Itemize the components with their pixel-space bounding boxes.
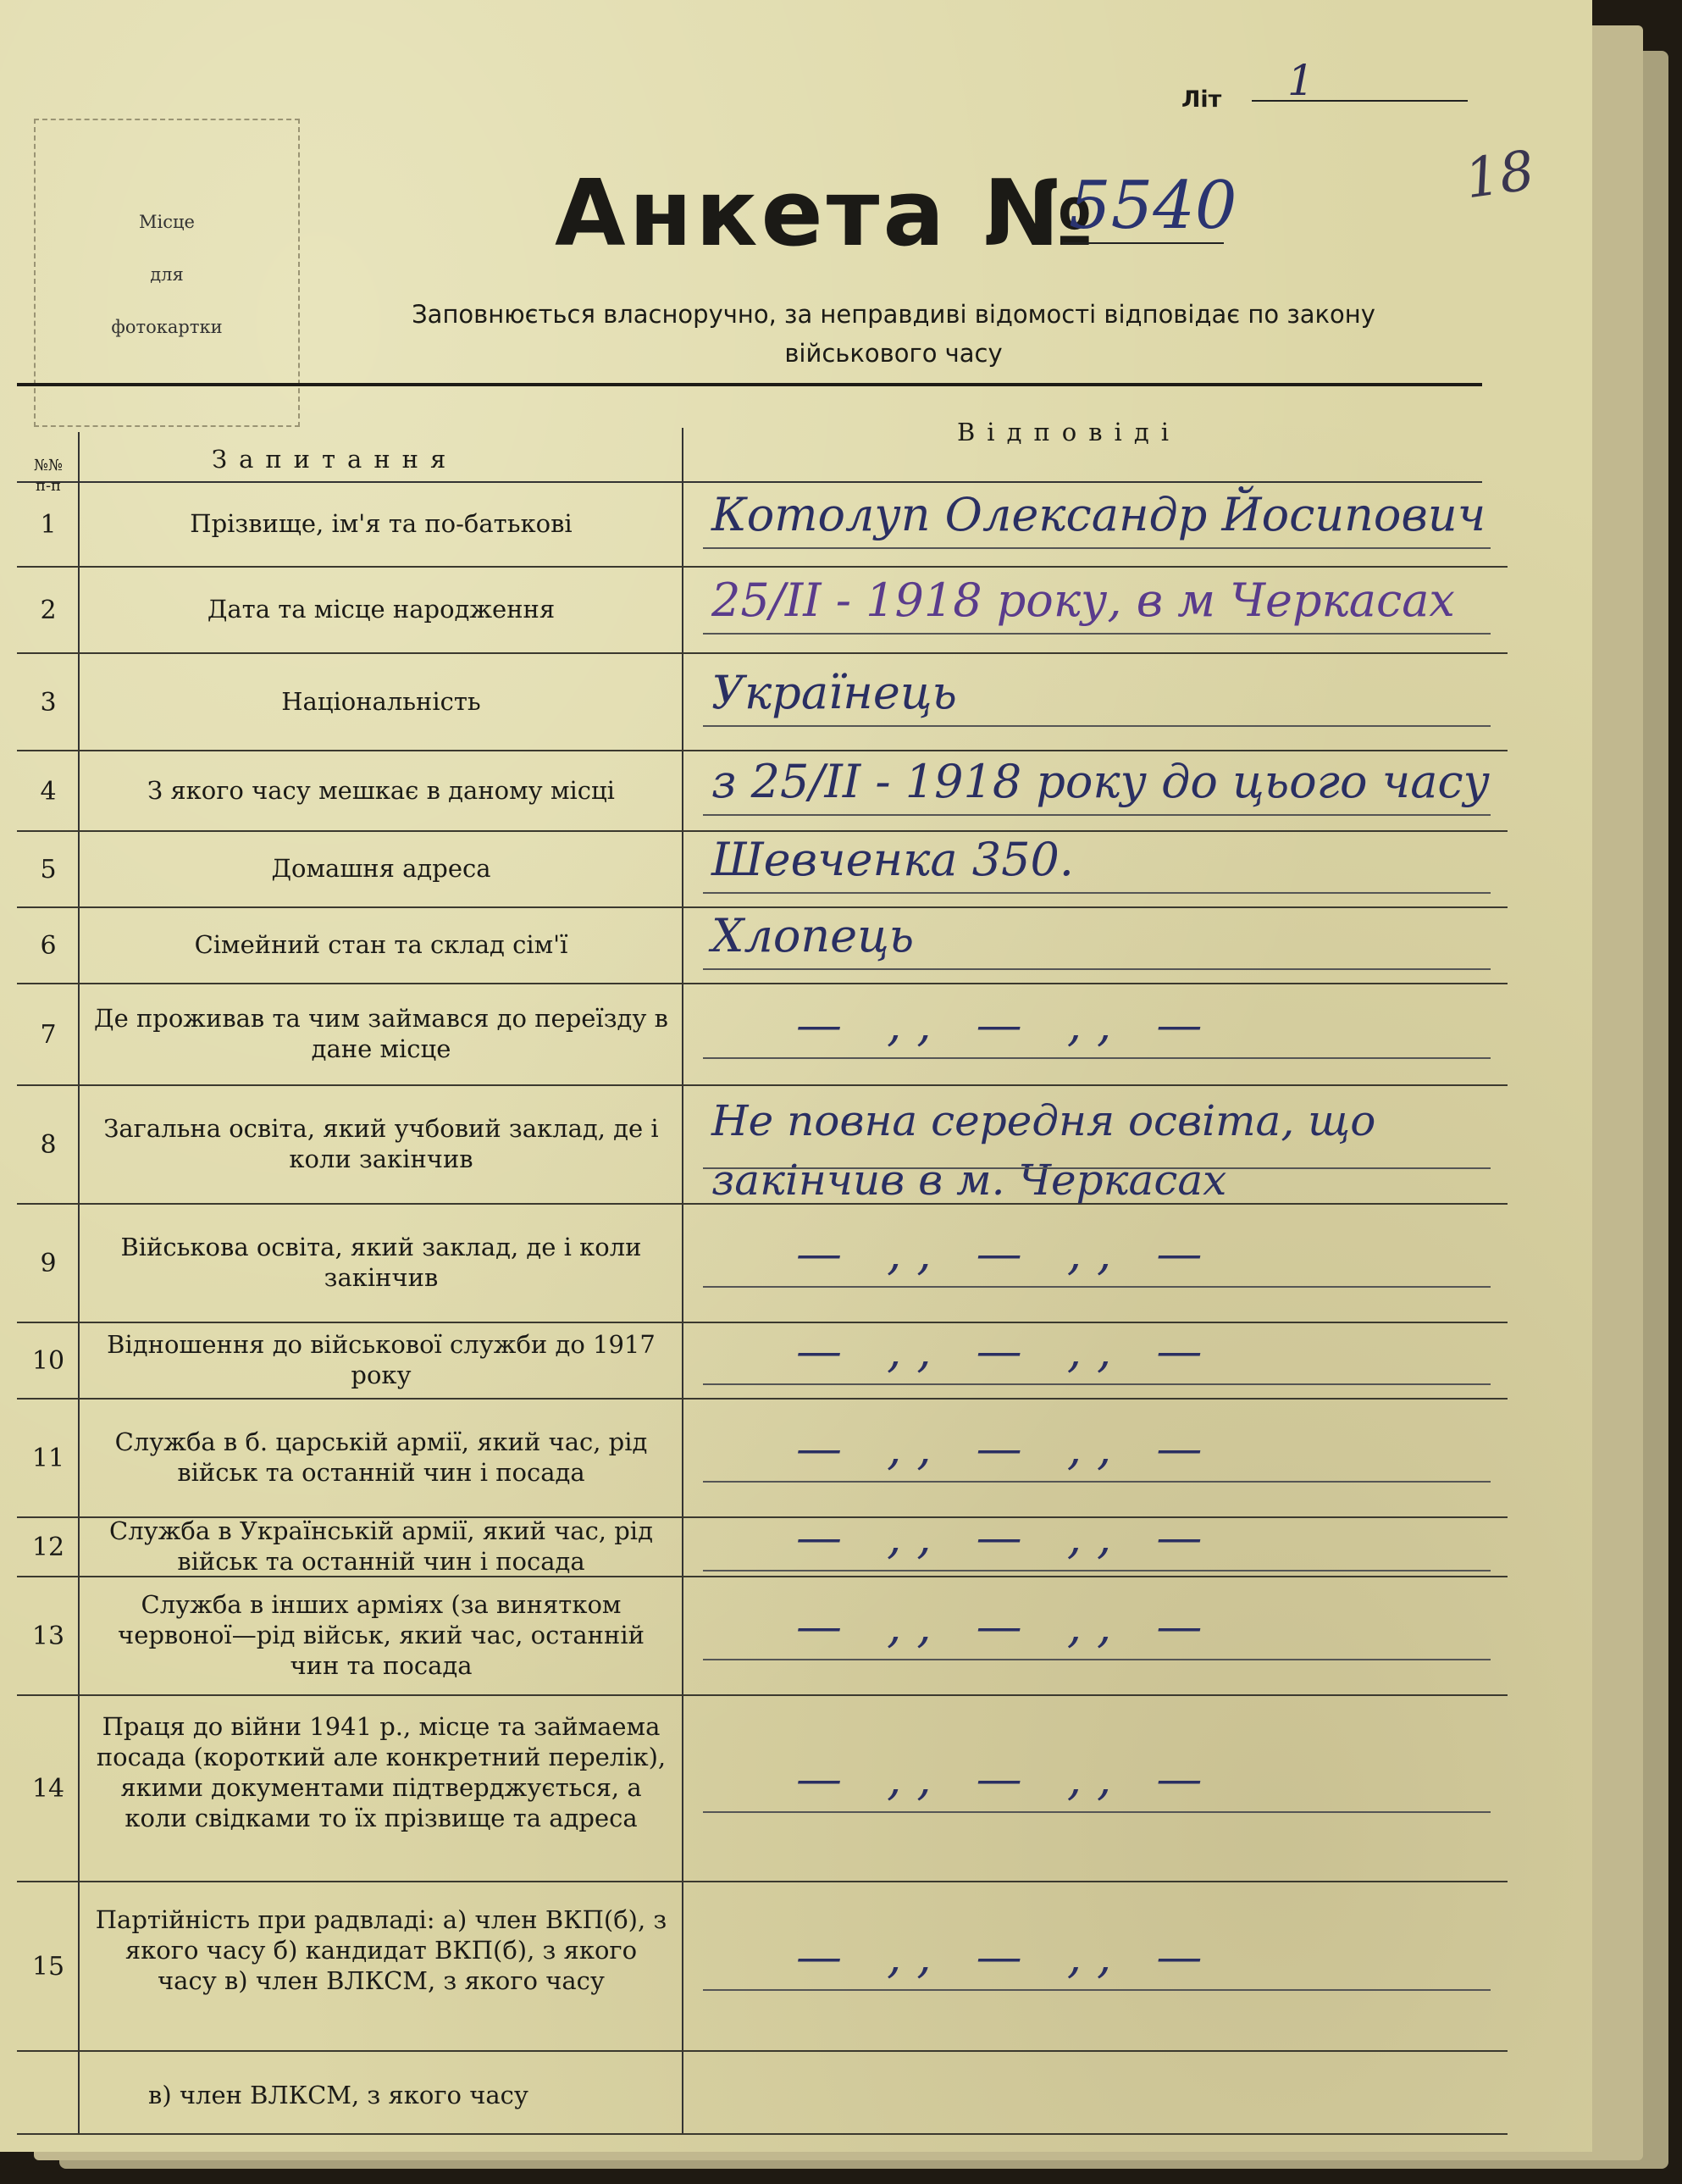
column-header-number: №№ п-п [33, 457, 64, 495]
answer-line [703, 1811, 1491, 1813]
row-question: Загальна освіта, який учбовий заклад, де і коли закінчив [103, 1114, 659, 1173]
photo-placeholder [34, 119, 300, 427]
column-header-answers: Відповіді [957, 418, 1181, 446]
row-question: Відношення до військової служби до 1917 року [107, 1330, 656, 1389]
column-header-questions: Запитання [212, 445, 458, 474]
row-question: Служба в б. царській армії, який час, рід військ та останній чин і посада [114, 1427, 648, 1487]
answer-line [703, 547, 1491, 549]
row-number: 15 [31, 1952, 65, 1982]
row-separator [17, 566, 1508, 568]
row-separator [17, 1084, 1508, 1086]
column-divider-number [78, 432, 80, 2135]
instruction-note [330, 295, 1457, 373]
answer-line [703, 1989, 1491, 1991]
row-number: 7 [40, 1020, 57, 1050]
instruction-line2: військового часу [784, 339, 1003, 368]
answer-line [703, 1167, 1491, 1169]
row-answer: — ,, — ,, — [796, 998, 1218, 1051]
answer-line [703, 968, 1491, 970]
form-number: 5540 [1069, 168, 1237, 244]
bottom-row-line [17, 2133, 1508, 2135]
row-question: Служба в Українській армії, який час, рід військ та останній чин і посада [109, 1516, 653, 1576]
row-answer: — ,, — ,, — [796, 1422, 1218, 1475]
answer-line [703, 892, 1491, 894]
row-answer: Шевченка 350. [711, 833, 1074, 886]
bottom-row-question: в) член ВЛКСМ, з якого часу [148, 2081, 528, 2109]
row-separator [17, 1398, 1508, 1400]
row-separator [17, 1322, 1508, 1323]
answer-line [703, 1659, 1491, 1660]
row-separator [17, 830, 1508, 832]
row-answer: Не повна середня освіта, що закінчив в м. Черкасах [711, 1096, 1376, 1205]
row-separator [17, 750, 1508, 751]
row-number: 8 [40, 1130, 57, 1160]
photo-label-line1: Місце [139, 212, 195, 232]
answer-line [703, 1286, 1491, 1288]
row-answer: — ,, — ,, — [796, 1324, 1218, 1377]
row-answer: 25/ІІ - 1918 року, в м Черкасах [711, 574, 1455, 627]
row-separator [17, 906, 1508, 908]
row-number: 14 [31, 1774, 65, 1804]
row-separator [17, 2050, 1508, 2052]
photo-label-line2: для [150, 264, 184, 285]
row-answer: — ,, — ,, — [796, 1930, 1218, 1983]
row-number: 4 [40, 776, 57, 807]
row-number: 10 [31, 1346, 65, 1376]
answer-line [703, 1057, 1491, 1059]
row-answer: з 25/ІІ - 1918 року до цього часу [711, 754, 1490, 808]
row-number: 1 [40, 510, 57, 540]
row-question: Дата та місце народження [207, 595, 556, 624]
row-answer: — ,, — ,, — [796, 1599, 1218, 1653]
answer-line [703, 1383, 1491, 1385]
answer-line [703, 1481, 1491, 1483]
row-question: Національність [281, 686, 481, 716]
row-number: 5 [40, 855, 57, 884]
row-question: Військова освіта, який заклад, де і коли закінчив [120, 1233, 642, 1292]
column-divider-answers [682, 428, 683, 2135]
row-question: Партійність при радвладі: а) член ВКП(б), з якого часу б) кандидат ВКП(б), з якого часу в) член ВЛКСМ, з якого часу [95, 1905, 667, 1995]
row-question: Сімейний стан та склад сім'ї [194, 930, 568, 959]
answer-line [703, 814, 1491, 816]
row-question: Прізвище, ім'я та по-батькові [190, 509, 573, 538]
sheet-label: Літ [1181, 86, 1222, 113]
row-answer: Хлопець [711, 909, 915, 962]
row-question: З якого часу мешкає в даному місці [147, 775, 615, 805]
row-number: 9 [40, 1249, 57, 1278]
row-question: Праця до війни 1941 р., місце та займаема посада (короткий але конкретний перелік), якими документами підтверджується, а коли свідками то їх прізвище та адреса [96, 1712, 667, 1832]
row-separator [17, 1694, 1508, 1696]
row-answer: — ,, — ,, — [796, 1752, 1218, 1805]
row-separator [17, 1881, 1508, 1882]
row-separator [17, 983, 1508, 984]
header-rule [17, 383, 1482, 386]
row-number: 2 [40, 596, 57, 625]
row-question: Служба в інших арміях (за винятком червоної—рід військ, який час, останній чин та посада [118, 1590, 645, 1680]
answer-line [703, 633, 1491, 635]
row-question: Де проживав та чим займався до переїзду в дане місце [94, 1004, 668, 1063]
archive-page-number: 18 [1461, 139, 1539, 212]
row-answer: Котолуп Олександр Йосипович [711, 488, 1486, 541]
row-answer: Українець [711, 665, 957, 719]
instruction-line1: Заповнюється власноручно, за неправдиві відомості відповідає по закону [412, 300, 1375, 329]
sheet-number-line [1252, 100, 1468, 102]
row-number: 13 [31, 1621, 65, 1651]
row-number: 6 [40, 931, 57, 961]
row-separator [17, 652, 1508, 654]
row-number: 11 [31, 1444, 65, 1473]
photo-label-line3: фотокартки [111, 317, 223, 337]
page-title: Анкета № [555, 161, 1097, 267]
answer-line [703, 1570, 1491, 1571]
row-question: Домашня адреса [271, 854, 491, 883]
row-answer: — ,, — ,, — [796, 1227, 1218, 1280]
answer-line [703, 725, 1491, 727]
row-number: 3 [40, 687, 57, 718]
sheet-number: 1 [1287, 56, 1314, 105]
row-number: 12 [31, 1533, 65, 1562]
header-bottom-line [17, 481, 1482, 483]
row-answer: — ,, — ,, — [796, 1511, 1218, 1564]
